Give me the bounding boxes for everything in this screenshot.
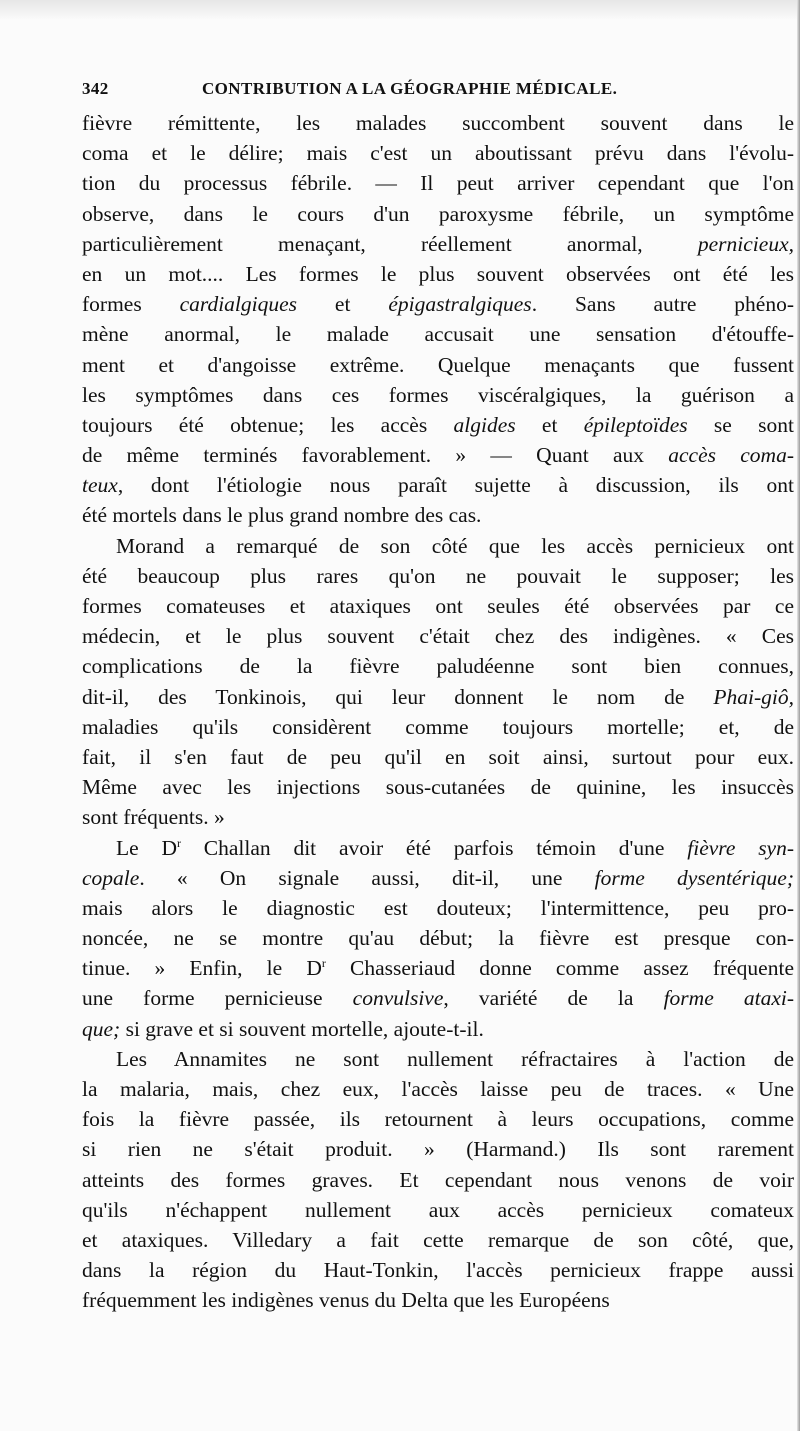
superscript: r: [177, 835, 181, 850]
text-line: en un mot.... Les formes le plus souvent observées ont été les: [82, 261, 794, 286]
superscript: r: [321, 956, 326, 971]
text-line: médecin, et le plus souvent c'était chez des indigènes. « Ces: [82, 624, 794, 649]
page-number: 342: [82, 79, 109, 98]
text-line: formes comateuses et ataxiques ont seules été observées par ce: [82, 594, 794, 618]
italic-term: forme ataxi-: [663, 986, 794, 1011]
header-title: CONTRIBUTION A LA GÉOGRAPHIE MÉDICALE.: [202, 79, 618, 98]
text-line: observe, dans le cours d'un paroxysme fébrile, un symptôme: [82, 201, 794, 226]
italic-term: épileptoïdes: [583, 412, 688, 437]
running-header: [82, 79, 792, 103]
text-line: ment et d'angoisse extrême. Quelque menaçants que fussent: [82, 352, 794, 377]
text-line: été mortels dans le plus grand nombre des cas.: [82, 503, 482, 528]
italic-term: copale: [82, 865, 140, 890]
text-line: dit-il, des Tonkinois, qui leur donnent le nom de Phai-giô,: [82, 684, 794, 709]
text-line: fréquemment les indigènes venus du Delta que les Européens: [82, 1288, 610, 1313]
text-line: sont fréquents. »: [82, 805, 225, 830]
body-text: [82, 108, 794, 1316]
text-line: teux, dont l'étiologie nous paraît sujette à discussion, ils ont: [82, 473, 794, 498]
text-line: formes cardialgiques et épigastralgiques. Sans autre phéno-: [82, 292, 794, 317]
text-line: tinue. » Enfin, le $D^r$ Chasseriaud donne comme assez fréquente: [82, 956, 794, 981]
scan-top-shadow: [0, 0, 800, 20]
text-line: que; si grave et si souvent mortelle, ajoute-t-il.: [82, 1016, 484, 1041]
text-line: atteints des formes graves. Et cependant nous venons de voir: [82, 1167, 794, 1192]
italic-term: Phai-giô,: [713, 684, 794, 709]
text-line: fièvre rémittente, les malades succombent souvent dans le: [82, 111, 794, 135]
text-line: les symptômes dans ces formes viscéralgiques, la guérison a: [82, 382, 794, 407]
italic-term: fièvre syn-: [687, 835, 794, 860]
text-line: mène anormal, le malade accusait une sensation d'étouffe-: [82, 322, 794, 347]
text-line: mais alors le diagnostic est douteux; l'intermittence, peu pro-: [82, 895, 794, 920]
text-line: fait, il s'en faut de peu qu'il en soit ainsi, surtout pour eux.: [82, 744, 794, 769]
italic-term: accès coma-: [668, 443, 794, 468]
text-line: la malaria, mais, chez eux, l'accès laisse peu de traces. « Une: [82, 1077, 794, 1101]
text-line: dans la région du Haut-Tonkin, l'accès pernicieux frappe aussi: [82, 1258, 794, 1283]
text-line: été beaucoup plus rares qu'on ne pouvait le supposer; les: [82, 563, 794, 588]
italic-term: pernicieux,: [697, 231, 794, 256]
text-line: maladies qu'ils considèrent comme toujours mortelle; et, de: [82, 714, 794, 739]
italic-term: teux: [82, 473, 118, 498]
text-line: de même terminés favorablement. » — Quant aux accès coma-: [82, 443, 794, 468]
text-line: particulièrement menaçant, réellement anormal, pernicieux,: [82, 231, 794, 256]
italic-term: convulsive: [352, 986, 444, 1011]
text-line: complications de la fièvre paludéenne sont bien connues,: [82, 654, 794, 679]
text-line: si rien ne s'était produit. » (Harmand.) Ils sont rarement: [82, 1137, 794, 1162]
text-line: coma et le délire; mais c'est un aboutissant prévu dans l'évolu-: [82, 141, 794, 166]
text-line: qu'ils n'échappent nullement aux accès pernicieux comateux: [82, 1197, 794, 1222]
italic-term: épigastralgiques: [388, 292, 532, 317]
text-line: tion du processus fébrile. — Il peut arriver cependant que l'on: [82, 171, 794, 196]
text-line: une forme pernicieuse convulsive, variété de la forme ataxi-: [82, 986, 794, 1011]
text-line: Les Annamites ne sont nullement réfractaires à l'action de: [116, 1046, 794, 1071]
text-line: et ataxiques. Villedary a fait cette remarque de son côté, que,: [82, 1227, 794, 1252]
italic-term: algides: [453, 412, 516, 437]
text-line: noncée, ne se montre qu'au début; la fièvre est presque con-: [82, 926, 794, 951]
italic-term: forme dysentérique;: [594, 865, 794, 890]
italic-term: que;: [82, 1016, 121, 1041]
text-line: Morand a remarqué de son côté que les accès pernicieux ont: [116, 533, 794, 558]
text-line: Même avec les injections sous-cutanées de quinine, les insuccès: [82, 775, 794, 800]
italic-term: cardialgiques: [179, 292, 298, 317]
text-line: toujours été obtenue; les accès algides et épileptoïdes se sont: [82, 412, 794, 437]
text-line: Le $D^r$ Challan dit avoir été parfois témoin d'une fièvre syn-: [116, 835, 794, 860]
text-line: copale. « On signale aussi, dit-il, une forme dysentérique;: [82, 865, 794, 890]
text-line: fois la fièvre passée, ils retournent à leurs occupations, comme: [82, 1107, 794, 1132]
